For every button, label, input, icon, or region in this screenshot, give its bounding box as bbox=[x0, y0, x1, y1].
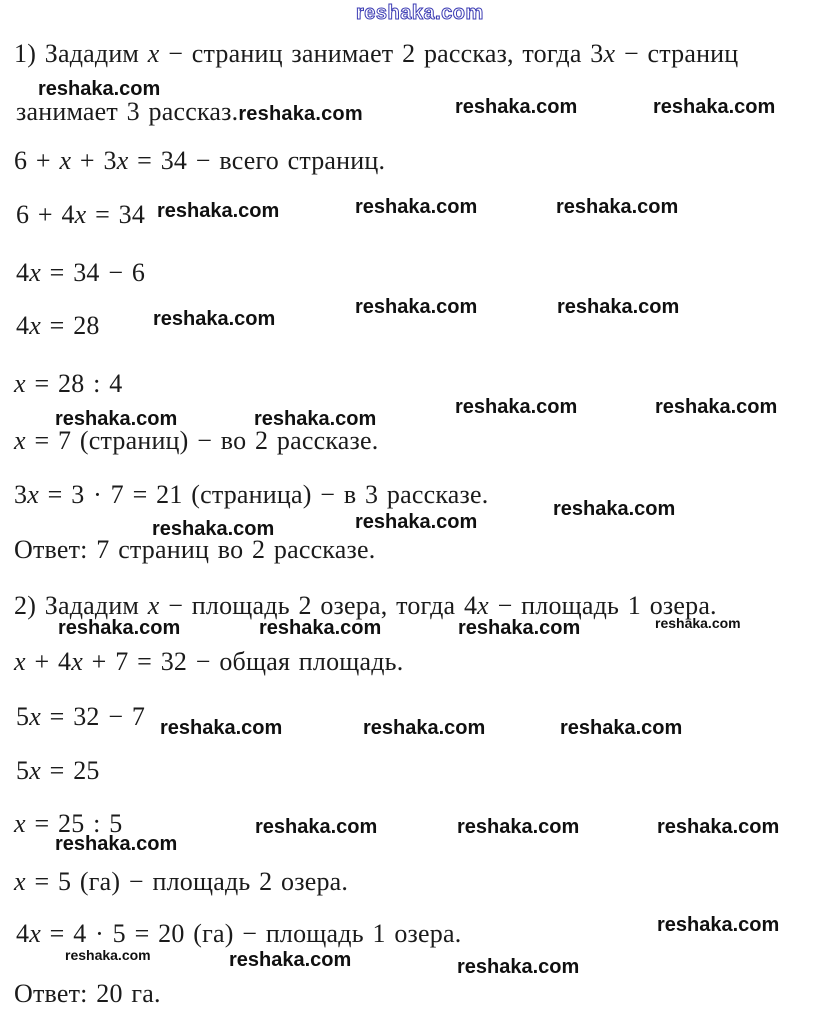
p2-eq-move: 5x = 32 − 7 bbox=[16, 702, 146, 731]
watermark: reshaka.com bbox=[259, 617, 382, 639]
watermark: reshaka.com bbox=[553, 498, 676, 520]
watermark: reshaka.com bbox=[355, 511, 478, 533]
watermark: reshaka.com bbox=[160, 717, 283, 739]
watermark: reshaka.com bbox=[58, 617, 181, 639]
watermark: reshaka.com bbox=[152, 518, 275, 540]
p2-eq-result: 5x = 25 bbox=[16, 756, 100, 785]
watermark: reshaka.com bbox=[255, 816, 378, 838]
watermark: reshaka.com bbox=[560, 717, 683, 739]
p1-eq-x-value: x = 7 (страниц) − во 2 рассказе. bbox=[14, 426, 379, 455]
p1-intro-line2: занимает 3 рассказ. bbox=[16, 97, 239, 126]
p2-intro-line1: 2) Зададим x − площадь 2 озера, тогда 4x − площадь 1 озера. bbox=[14, 591, 717, 620]
p1-eq-3x-value: 3x = 3 · 7 = 21 (страница) − в 3 рассказе. bbox=[14, 480, 489, 509]
p1-eq-move: 4x = 34 − 6 bbox=[16, 258, 146, 287]
p1-answer: Ответ: 7 страниц во 2 рассказе. bbox=[14, 535, 376, 564]
watermark: reshaka.com bbox=[557, 296, 680, 318]
watermark: reshaka.com bbox=[355, 296, 478, 318]
watermark: reshaka.com bbox=[455, 396, 578, 418]
p2-eq-x-value: x = 5 (га) − площадь 2 озера. bbox=[14, 867, 349, 896]
watermark: reshaka.com bbox=[657, 914, 780, 936]
watermark: reshaka.com bbox=[655, 396, 778, 418]
p1-intro-line2-row bbox=[16, 99, 363, 125]
watermark: reshaka.com bbox=[655, 615, 741, 631]
p1-eq-divide: x = 28 : 4 bbox=[14, 369, 123, 398]
watermark: reshaka.com bbox=[38, 78, 161, 100]
watermark: reshaka.com bbox=[355, 196, 478, 218]
watermark: reshaka.com bbox=[455, 96, 578, 118]
watermark: reshaka.com bbox=[653, 96, 776, 118]
p2-eq-divide: x = 25 : 5 bbox=[14, 809, 123, 838]
p1-eq-result: 4x = 28 bbox=[16, 311, 100, 340]
p1-eq-combine: 6 + 4x = 34 bbox=[16, 200, 146, 229]
p2-eq-4x-value: 4x = 4 · 5 = 20 (га) − площадь 1 озера. bbox=[16, 919, 462, 948]
p2-eq-total: x + 4x + 7 = 32 − общая площадь. bbox=[14, 647, 404, 676]
top-watermark: reshaka.com bbox=[356, 2, 484, 24]
watermark: reshaka.com bbox=[229, 949, 352, 971]
watermark: reshaka.com bbox=[457, 956, 580, 978]
watermark: reshaka.com bbox=[153, 308, 276, 330]
watermark: reshaka.com bbox=[363, 717, 486, 739]
p1-eq-total: 6 + x + 3x = 34 − всего страниц. bbox=[14, 146, 386, 175]
p2-answer: Ответ: 20 га. bbox=[14, 979, 161, 1008]
watermark: reshaka.com bbox=[556, 196, 679, 218]
watermark: reshaka.com bbox=[458, 617, 581, 639]
p1-intro-line1: 1) Зададим x − страниц занимает 2 рассказ, тогда 3x − страниц bbox=[14, 39, 739, 68]
watermark: reshaka.com bbox=[55, 408, 178, 430]
watermark: reshaka.com bbox=[55, 833, 178, 855]
watermark: reshaka.com bbox=[457, 816, 580, 838]
watermark: reshaka.com bbox=[254, 408, 377, 430]
watermark: reshaka.com bbox=[157, 200, 280, 222]
watermark: reshaka.com bbox=[657, 816, 780, 838]
watermark: reshaka.com bbox=[238, 103, 363, 125]
watermark: reshaka.com bbox=[65, 947, 151, 963]
